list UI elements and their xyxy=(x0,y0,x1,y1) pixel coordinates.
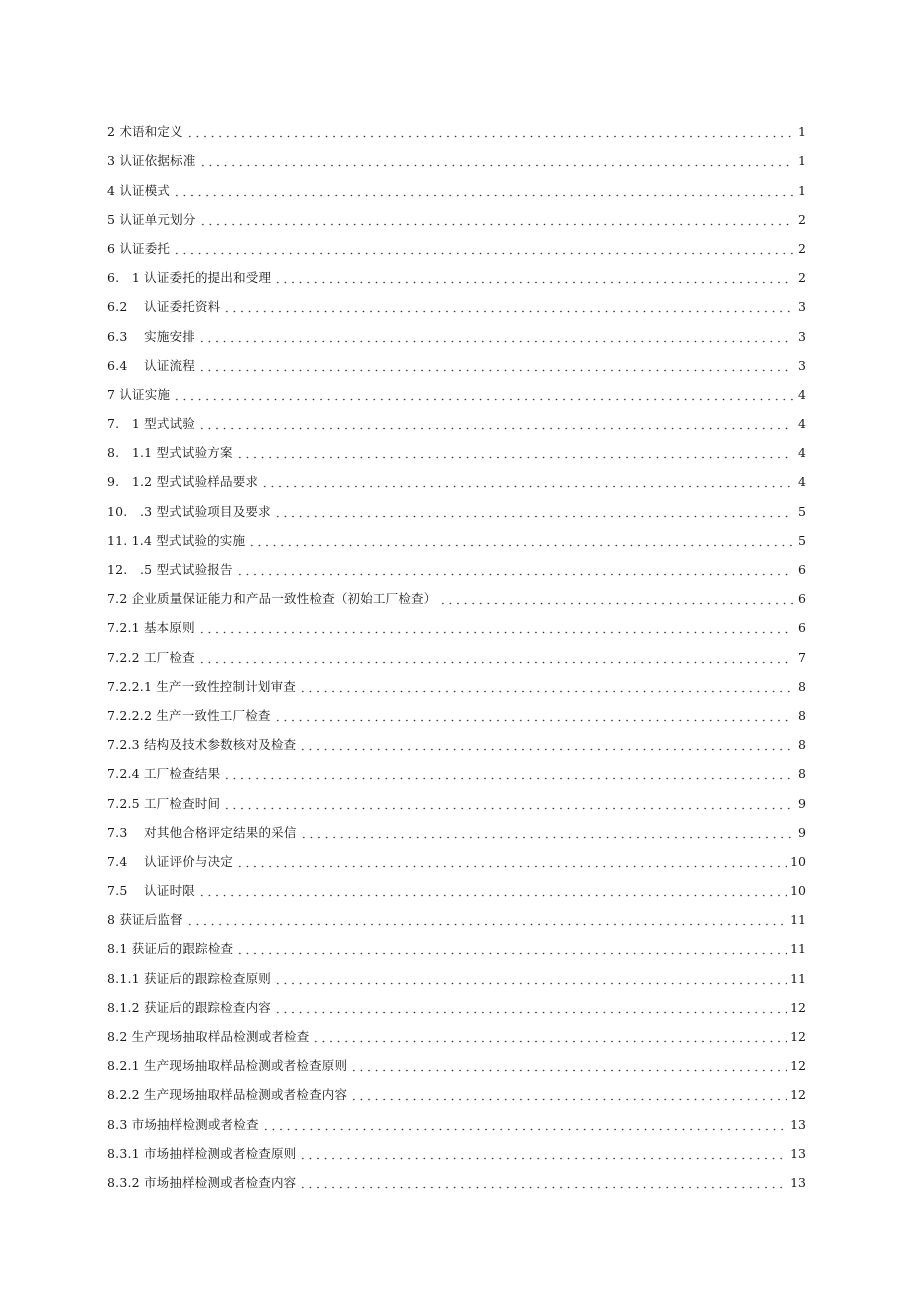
toc-page-number: 4 xyxy=(798,474,806,490)
toc-dot-leader xyxy=(198,649,793,664)
toc-entry[interactable] xyxy=(107,812,806,841)
toc-page-number: 12 xyxy=(790,1058,806,1074)
toc-dot-leader xyxy=(198,357,793,372)
toc-page-number: 8 xyxy=(798,707,806,723)
toc-page-number: 12 xyxy=(790,1029,806,1044)
toc-page-number: 2 xyxy=(798,270,806,286)
toc-entry-title: 8.1.2 获证后的跟踪检查内容 xyxy=(107,999,271,1015)
toc-entry[interactable] xyxy=(107,461,806,490)
toc-entry[interactable] xyxy=(107,199,806,228)
toc-entry[interactable] xyxy=(107,111,806,140)
toc-entry-title: 12. .5 型式试验报告 xyxy=(107,562,233,577)
toc-entry-title: 7 认证实施 xyxy=(107,386,171,402)
toc-page-number: 2 xyxy=(798,240,806,256)
toc-entry-title: 7.2.2 工厂检查 xyxy=(107,649,195,665)
toc-entry-title: 6 认证委托 xyxy=(107,240,171,256)
toc-dot-leader xyxy=(312,1028,787,1043)
toc-entry[interactable] xyxy=(107,928,806,957)
toc-entry-title: 8. 1.1 型式试验方案 xyxy=(107,445,233,461)
toc-page-number: 7 xyxy=(798,649,806,665)
toc-entry[interactable] xyxy=(107,169,806,198)
toc-entry-title: 8 获证后监督 xyxy=(107,912,183,928)
toc-entry[interactable] xyxy=(107,782,806,811)
table-of-contents xyxy=(107,111,806,1191)
toc-page-number: 13 xyxy=(790,1174,806,1190)
toc-dot-leader xyxy=(439,590,793,605)
toc-entry-title: 4 认证模式 xyxy=(107,182,171,198)
toc-entry-title: 7.4 认证评价与决定 xyxy=(107,853,234,869)
toc-dot-leader xyxy=(274,269,793,284)
toc-entry-title: 6.2 认证委托资料 xyxy=(107,299,221,315)
toc-entry-title: 7.2.2.1 生产一致性控制计划审查 xyxy=(107,678,297,694)
toc-entry[interactable] xyxy=(107,1045,806,1074)
toc-dot-leader xyxy=(261,473,793,488)
toc-entry-title: 3 认证依据标准 xyxy=(107,153,196,169)
toc-page-number: 12 xyxy=(790,999,806,1015)
toc-entry-title: 6.4 认证流程 xyxy=(107,357,195,373)
toc-dot-leader xyxy=(186,911,787,926)
toc-entry[interactable] xyxy=(107,724,806,753)
toc-dot-leader xyxy=(223,765,793,780)
toc-page-number: 8 xyxy=(798,678,806,694)
toc-entry-title: 8.2.1 生产现场抽取样品检测或者检查原则 xyxy=(107,1058,348,1074)
toc-dot-leader xyxy=(236,853,787,868)
toc-dot-leader xyxy=(299,1145,787,1160)
toc-entry[interactable] xyxy=(107,286,806,315)
toc-page-number: 3 xyxy=(798,357,806,373)
toc-dot-leader xyxy=(299,1174,787,1189)
toc-dot-leader xyxy=(173,182,793,197)
toc-dot-leader xyxy=(198,619,793,634)
toc-entry-title: 8.1.1 获证后的跟踪检查原则 xyxy=(107,970,271,986)
toc-page-number: 11 xyxy=(790,941,806,957)
toc-entry-title: 7.2 企业质量保证能力和产品一致性检查（初始工厂检查） xyxy=(107,591,437,607)
toc-dot-leader xyxy=(199,152,793,167)
toc-entry-title: 7.2.1 基本原则 xyxy=(107,620,195,636)
toc-page-number: 1 xyxy=(798,124,806,140)
toc-page-number: 11 xyxy=(790,970,806,986)
toc-entry[interactable] xyxy=(107,1133,806,1162)
toc-dot-leader xyxy=(223,795,793,810)
toc-page-number: 5 xyxy=(798,503,806,519)
toc-entry[interactable] xyxy=(107,228,806,257)
toc-entry[interactable] xyxy=(107,403,806,432)
toc-entry[interactable] xyxy=(107,899,806,928)
toc-entry[interactable] xyxy=(107,432,806,461)
toc-entry-title: 7. 1 型式试验 xyxy=(107,416,195,432)
toc-dot-leader xyxy=(350,1086,787,1101)
toc-dot-leader xyxy=(198,882,787,897)
toc-dot-leader xyxy=(350,1057,787,1072)
toc-entry[interactable] xyxy=(107,549,806,578)
toc-dot-leader xyxy=(274,999,787,1014)
toc-page-number: 6 xyxy=(798,620,806,636)
toc-page-number: 13 xyxy=(790,1116,806,1132)
toc-entry[interactable] xyxy=(107,1162,806,1191)
toc-dot-leader xyxy=(236,940,787,955)
toc-dot-leader xyxy=(274,970,787,985)
toc-page-number: 4 xyxy=(798,445,806,461)
toc-entry-title: 8.3.2 市场抽样检测或者检查内容 xyxy=(107,1174,297,1190)
toc-page-number: 6 xyxy=(798,562,806,577)
toc-page-number: 8 xyxy=(798,766,806,782)
toc-entry-title: 7.3 对其他合格评定结果的采信 xyxy=(107,824,297,840)
toc-page-number: 9 xyxy=(798,824,806,840)
toc-dot-leader xyxy=(199,211,793,226)
toc-page-number: 8 xyxy=(798,737,806,753)
toc-entry-title: 8.1 获证后的跟踪检查 xyxy=(107,941,234,957)
toc-dot-leader xyxy=(262,1116,787,1131)
toc-entry[interactable] xyxy=(107,870,806,899)
toc-dot-leader xyxy=(299,678,793,693)
toc-entry[interactable] xyxy=(107,490,806,519)
toc-entry[interactable] xyxy=(107,753,806,782)
toc-page-number: 13 xyxy=(790,1145,806,1161)
toc-entry[interactable] xyxy=(107,695,806,724)
toc-entry[interactable] xyxy=(107,140,806,169)
toc-dot-leader xyxy=(236,561,793,576)
toc-entry-title: 7.2.4 工厂检查结果 xyxy=(107,766,221,782)
toc-page-number: 10 xyxy=(790,883,806,899)
toc-entry[interactable] xyxy=(107,636,806,665)
toc-dot-leader xyxy=(248,532,793,547)
toc-page-number: 3 xyxy=(798,299,806,315)
toc-page-number: 4 xyxy=(798,386,806,402)
toc-page-number: 10 xyxy=(790,853,806,869)
toc-dot-leader xyxy=(300,824,793,839)
toc-dot-leader xyxy=(173,240,793,255)
toc-entry-title: 8.3.1 市场抽样检测或者检查原则 xyxy=(107,1145,297,1161)
toc-entry[interactable] xyxy=(107,987,806,1016)
toc-page-number: 4 xyxy=(798,416,806,432)
toc-page-number: 2 xyxy=(798,211,806,227)
toc-page-number: 11 xyxy=(790,912,806,928)
toc-entry-title: 7.2.2.2 生产一致性工厂检查 xyxy=(107,707,271,723)
toc-entry[interactable] xyxy=(107,345,806,374)
toc-entry-title: 5 认证单元划分 xyxy=(107,211,196,227)
toc-page-number: 1 xyxy=(798,182,806,198)
toc-entry-title: 8.2 生产现场抽取样品检测或者检查 xyxy=(107,1029,310,1044)
toc-page-number: 5 xyxy=(798,532,806,548)
toc-entry[interactable] xyxy=(107,957,806,986)
toc-dot-leader xyxy=(223,298,793,313)
toc-entry-title: 7.5 认证时限 xyxy=(107,883,195,899)
toc-entry-title: 2 术语和定义 xyxy=(107,124,183,140)
toc-entry-title: 11. 1.4 型式试验的实施 xyxy=(107,532,246,548)
toc-entry-title: 8.2.2 生产现场抽取样品检测或者检查内容 xyxy=(107,1087,348,1103)
toc-entry[interactable] xyxy=(107,1103,806,1132)
toc-entry-title: 7.2.5 工厂检查时间 xyxy=(107,795,221,811)
toc-page-number: 3 xyxy=(798,328,806,344)
toc-dot-leader xyxy=(299,736,793,751)
toc-dot-leader xyxy=(198,415,793,430)
toc-entry-title: 9. 1.2 型式试验样品要求 xyxy=(107,474,259,490)
toc-entry[interactable] xyxy=(107,666,806,695)
toc-page-number: 12 xyxy=(790,1087,806,1103)
toc-dot-leader xyxy=(173,386,793,401)
toc-entry[interactable] xyxy=(107,315,806,344)
toc-entry-title: 6.3 实施安排 xyxy=(107,328,195,344)
toc-entry[interactable] xyxy=(107,257,806,286)
toc-entry[interactable] xyxy=(107,1016,806,1045)
toc-entry-title: 6. 1 认证委托的提出和受理 xyxy=(107,270,272,286)
toc-entry[interactable] xyxy=(107,607,806,636)
toc-entry-title: 7.2.3 结构及技术参数核对及检查 xyxy=(107,737,297,753)
toc-entry[interactable] xyxy=(107,841,806,870)
toc-entry-title: 8.3 市场抽样检测或者检查 xyxy=(107,1116,259,1132)
toc-entry[interactable] xyxy=(107,1074,806,1103)
toc-dot-leader xyxy=(274,503,793,518)
toc-entry-title: 10. .3 型式试验项目及要求 xyxy=(107,503,271,519)
toc-entry[interactable] xyxy=(107,578,806,607)
toc-dot-leader xyxy=(198,328,793,343)
toc-page-number: 1 xyxy=(798,153,806,169)
toc-dot-leader xyxy=(274,707,793,722)
toc-dot-leader xyxy=(186,123,793,138)
toc-entry[interactable] xyxy=(107,520,806,549)
toc-entry[interactable] xyxy=(107,374,806,403)
toc-dot-leader xyxy=(236,444,793,459)
toc-page-number: 6 xyxy=(798,591,806,607)
toc-page-number: 9 xyxy=(798,795,806,811)
